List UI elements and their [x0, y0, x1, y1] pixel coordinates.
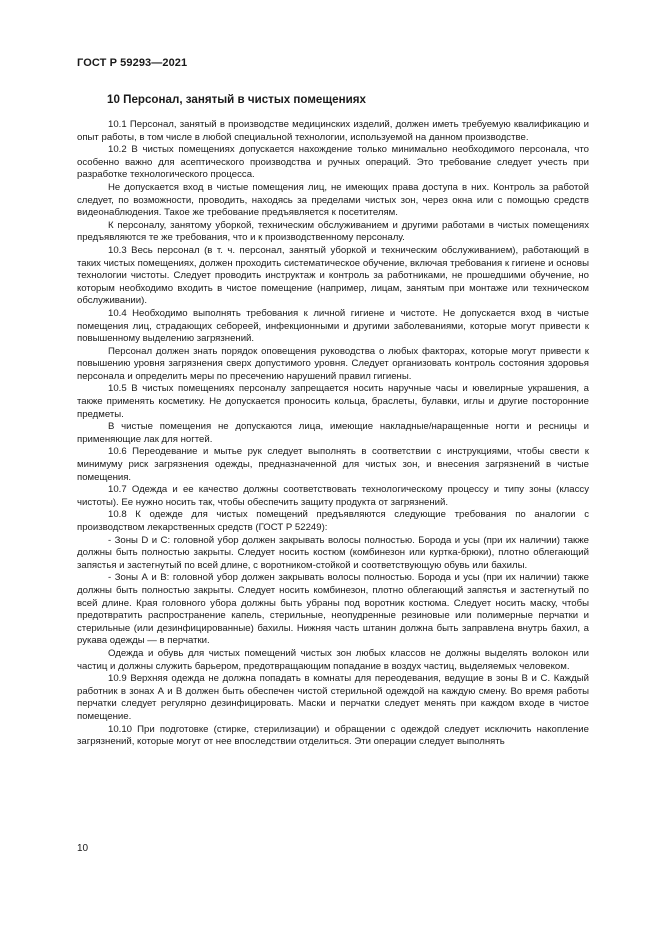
paragraph: Одежда и обувь для чистых помещений чистых зон любых классов не должны выделять волокон или частиц и должны служить барьером, предотвращающим попадание в воздух частиц, выделяемых человеком. — [77, 647, 589, 672]
paragraph-10-7: 10.7 Одежда и ее качество должны соответствовать технологическому процессу и типу зоны (классу чистоты). Ее нужно носить так, чтобы обеспечить защиту продукта от загрязнений. — [77, 484, 589, 508]
list-item-zones-a-b: - Зоны А и В: головной убор должен закрывать волосы полностью. Борода и усы (при их наличии) также должны быть полностью закрыты. Следует носить комбинезон, плотно облегающий запястья и застегнутый по всей длине. Края головного убора должны быть убраны под воротник костюма. Следует носить маску, чтобы предотвратить распространение капель, стерильные, неопудренные резиновые или полимерные перчатки и стерильные (или дезинфицированные) бахилы. Нижняя часть штанин должна быть заправлена внутрь бахил, а рукава одежды — в перчатки. — [77, 572, 589, 647]
list-item-zones-d-c: - Зоны D и С: головной убор должен закрывать волосы полностью. Борода и усы (при их наличии) также должны быть полностью закрыты. Следует носить костюм (комбинезон или куртка-брюки), плотно облегающий запястья и застегнутый по всей длине, с воротником-стойкой и соответствующую обувь или бахилы. — [77, 534, 589, 571]
document-body — [77, 119, 589, 749]
paragraph: К персоналу, занятому уборкой, техническим обслуживанием и другими работами в чистых помещениях предъявляются те же требования, что и к производственному персоналу. — [77, 219, 589, 244]
paragraph-10-1: 10.1 Персонал, занятый в производстве медицинских изделий, должен иметь требуемую квалификацию и опыт работы, в том числе в любой специальной технологии, используемой на данном производстве. — [77, 119, 589, 143]
paragraph-10-2: 10.2 В чистых помещениях допускается нахождение только минимально необходимого персонала, что особенно важно для асептического производства и ручных операций. Это требование следует учесть при разработке технологического процесса. — [77, 144, 589, 181]
paragraph-10-10: 10.10 При подготовке (стирке, стерилизации) и обращении с одеждой следует исключить накопление загрязнений, которые могут от нее впоследствии отделиться. Эти операции следует выполнять — [77, 723, 589, 748]
paragraph-10-8: 10.8 К одежде для чистых помещений предъявляются следующие требования по аналогии с производством лекарственных средств (ГОСТ Р 52249): — [77, 509, 589, 533]
paragraph-10-6: 10.6 Переодевание и мытье рук следует выполнять в соответствии с инструкциями, чтобы свести к минимуму риск загрязнения одежды, предназначенной для чистых зон, и внесения загрязнений в чистые помещения. — [77, 446, 589, 483]
standard-code: ГОСТ Р 59293—2021 — [77, 57, 188, 69]
page-number: 10 — [77, 843, 89, 854]
paragraph-10-3: 10.3 Весь персонал (в т. ч. персонал, занятый уборкой и техническим обслуживанием), работающий в таких чистых помещениях, должен проходить систематическое обучение, включая требования к гигиене и основы технологии чистоты. Следует проводить инструктаж и контроль за работниками, не прошедшими обучение, но которым необходимо входить в чистое помещение (например, лицам, занятым при монтаже или техническом обслуживании). — [77, 244, 589, 307]
paragraph-10-4: 10.4 Необходимо выполнять требования к личной гигиене и чистоте. Не допускается вход в чистые помещения лиц, страдающих себореей, инфекционными и другими заболеваниями, которые могут привести к повышенному выделению загрязнений. — [77, 307, 589, 345]
paragraph-10-9: 10.9 Верхняя одежда не должна попадать в комнаты для переодевания, ведущие в зоны В и С. Каждый работник в зонах А и В должен быть обеспечен чистой стерильной одеждой на каждую смену. Во время работы перчатки следует регулярно дезинфицировать. Маски и перчатки следует менять при каждом входе в чистое помещение. — [77, 673, 589, 722]
paragraph: В чистые помещения не допускаются лица, имеющие накладные/наращенные ногти и ресницы и применяющие лак для ногтей. — [77, 421, 589, 445]
paragraph-10-5: 10.5 В чистых помещениях персоналу запрещается носить наручные часы и ювелирные украшения, а также применять косметику. Не допускается проносить кольца, браслеты, булавки, иглы и другие посторонние предметы. — [77, 383, 589, 420]
paragraph: Персонал должен знать порядок оповещения руководства о любых факторах, которые могут привести к повышению уровня загрязнения сверх допустимого уровня. Следует организовать контроль состояния здоровья персонала и определить меры по пресечению нарушений правил гигиены. — [77, 345, 589, 382]
paragraph: Не допускается вход в чистые помещения лиц, не имеющих права доступа в них. Контроль за работой следует, по возможности, проводить, находясь за пределами чистых зон, через окна или с помощью средств видеонаблюдения. Такое же требование предъявляется к посетителям. — [77, 181, 589, 219]
section-heading: 10 Персонал, занятый в чистых помещениях — [107, 93, 366, 106]
